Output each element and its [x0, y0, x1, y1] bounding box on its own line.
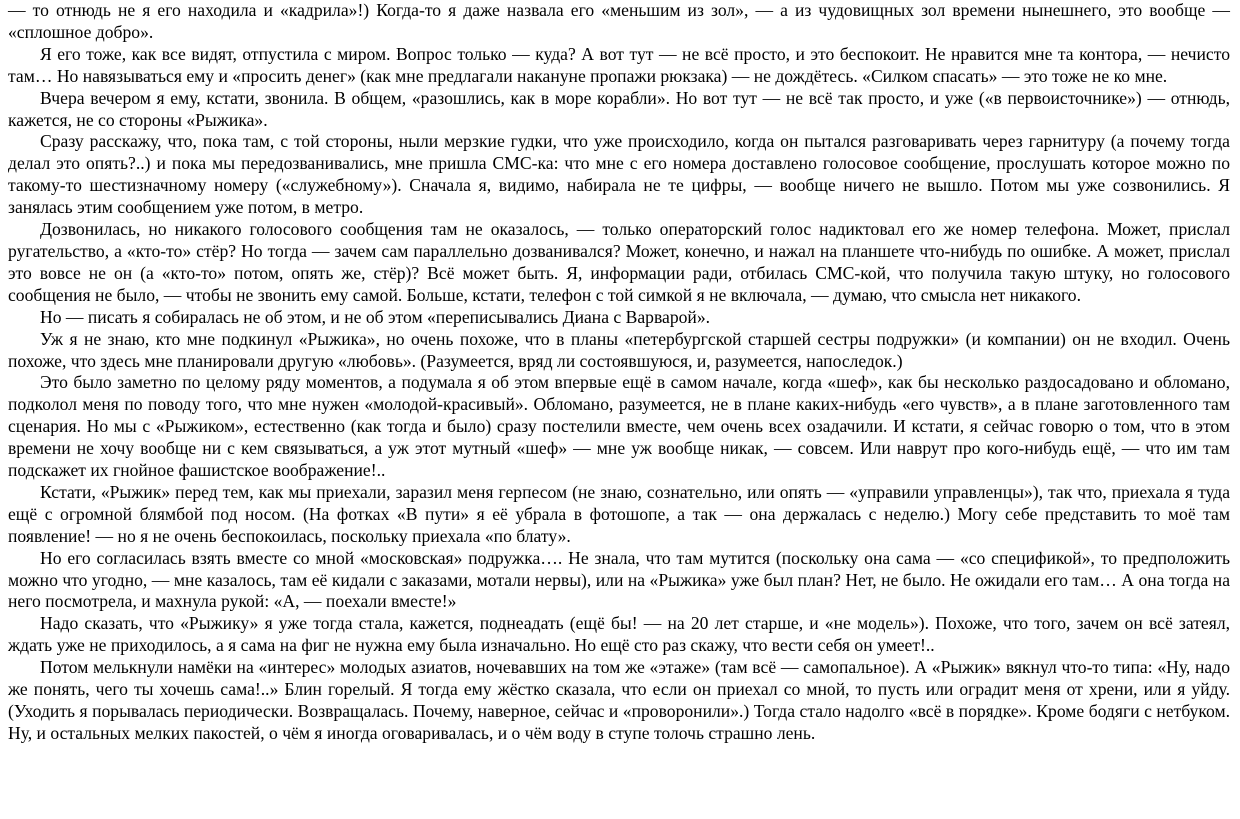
paragraph: Потом мелькнули намёки на «интерес» молодых азиатов, ночевавших на том же «этаже» (там всё — самопальное). А «Рыжик» вякнул что-то типа: «Ну, надо же понять, чего ты хочешь сама!..» Блин горелый. Я тогда ему жёстко сказала, что если он приехал со мной, то пусть или оградит меня от хрени, или я уйду. (Уходить я порывалась периодически. Возвращалась. Почему, наверное, сейчас и «проворонили».) Тогда стало надолго «всё в порядке». Кроме бодяги с нетбуком. Ну, и остальных мелких пакостей, о чём я иногда оговаривалась, и о чём воду в ступе толочь страшно лень.	[8, 657, 1230, 743]
paragraph: Кстати, «Рыжик» перед тем, как мы приехали, заразил меня герпесом (не знаю, сознательно, или опять — «управили управленцы»), так что, приехала я туда ещё с огромной блямбой под носом. (На фотках «В пути» я её убрала в фотошопе, а так — она держалась с неделю.) Могу себе представить то моё там появление! — но я не очень беспокоилась, поскольку приехала «по блату».	[8, 481, 1230, 546]
paragraph: Я его тоже, как все видят, отпустила с миром. Вопрос только — куда? А вот тут — не всё просто, и это беспокоит. Не нравится мне та контора, — нечисто там… Но навязываться ему и «просить денег» (как мне предлагали накануне пропажи рюкзака) — не дождётесь. «Силком спасать» — это тоже не ко мне.	[8, 43, 1230, 86]
paragraph: Это было заметно по целому ряду моментов, а подумала я об этом впервые ещё в самом начале, когда «шеф», как бы несколько раздосадовано и обломано, подколол меня по поводу того, что мне нужен «молодой-красивый». Обломано, разумеется, не в плане каких-нибудь «его чувств», а в плане заготовленного там сценария. Но мы с «Рыжиком», естественно (как тогда и было) сразу постелили вместе, чем очень всех озадачили. И кстати, я сейчас говорю о том, что в этом времени не хочу вообще ни с кем связываться, а уж этот мутный «шеф» — мне уж вообще никак, — совсем. Или наврут про кого-нибудь ещё, — что им там подскажет их гнойное фашистское воображение!..	[8, 372, 1230, 481]
paragraph: Надо сказать, что «Рыжику» я уже тогда стала, кажется, поднеадать (ещё бы! — на 20 лет старше, и «не модель»). Похоже, что того, зачем он всё затеял, ждать уже не приходилось, а я сама на фиг не нужна ему была изначально. Но ещё сто раз скажу, что вести себя он умеет!..	[8, 613, 1230, 656]
document-page	[8, 0, 1230, 745]
paragraph: Дозвонилась, но никакого голосового сообщения там не оказалось, — только операторский голос надиктовал его же номер телефона. Может, прислал ругательство, а «кто-то» стёр? Но тогда — зачем сам параллельно дозванивался? Может, конечно, и нажал на планшете что-нибудь по ошибке. А может, прислал это вовсе не он (а «кто-то» потом, опять же, стёр)? Всё может быть. Я, информации ради, отбилась СМС-кой, что получила такую штуку, но голосового сообщения не было, — чтобы не звонить ему самой. Больше, кстати, телефон с той симкой я не включала, — думаю, что смысла нет никакого.	[8, 219, 1230, 305]
paragraph: Но — писать я собиралась не об этом, и не об этом «переписывались Диана с Варварой».	[40, 306, 711, 327]
paragraph: Но его согласилась взять вместе со мной «московская» подружка…. Не знала, что там мутится (поскольку она сама — «со спецификой», то предположить можно что угодно, — мне казалось, там её кидали с заказами, мотали нервы), или на «Рыжика» уже был план? Нет, не было. Не ожидали его там… А она тогда на него посмотрела, и махнула рукой: «А, — поехали вместе!»	[8, 547, 1230, 612]
paragraph: Вчера вечером я ему, кстати, звонила. В общем, «разошлись, как в море корабли». Но вот тут — не всё так просто, и уже («в первоисточнике») — отнюдь, кажется, не со стороны «Рыжика».	[8, 87, 1230, 130]
paragraph: Уж я не знаю, кто мне подкинул «Рыжика», но очень похоже, что в планы «петербургской старшей сестры подружки» (и компании) он не входил. Очень похоже, что здесь мне планировали другую «любовь». (Разумеется, вряд ли состоявшуюся, и, разумеется, напоследок.)	[8, 328, 1230, 371]
paragraph-continuation: — то отнюдь не я его находила и «кадрила»!) Когда-то я даже назвала его «меньшим из зол», — а из чудовищных зол времени нынешнего, это вообще — «сплошное добро».	[8, 0, 1230, 42]
paragraph: Сразу расскажу, что, пока там, с той стороны, ныли мерзкие гудки, что уже происходило, когда он пытался разговаривать через гарнитуру (а почему тогда делал это опять?..) и пока мы передозванивались, мне пришла СМС-ка: что мне с его номера доставлено голосовое сообщение, прослушать которое можно по такому-то шестизначному номеру («служебному»). Сначала я, видимо, набирала не те цифры, — вообще ничего не вышло. Потом мы уже созвонились. Я занялась этим сообщением уже потом, в метро.	[8, 131, 1230, 218]
